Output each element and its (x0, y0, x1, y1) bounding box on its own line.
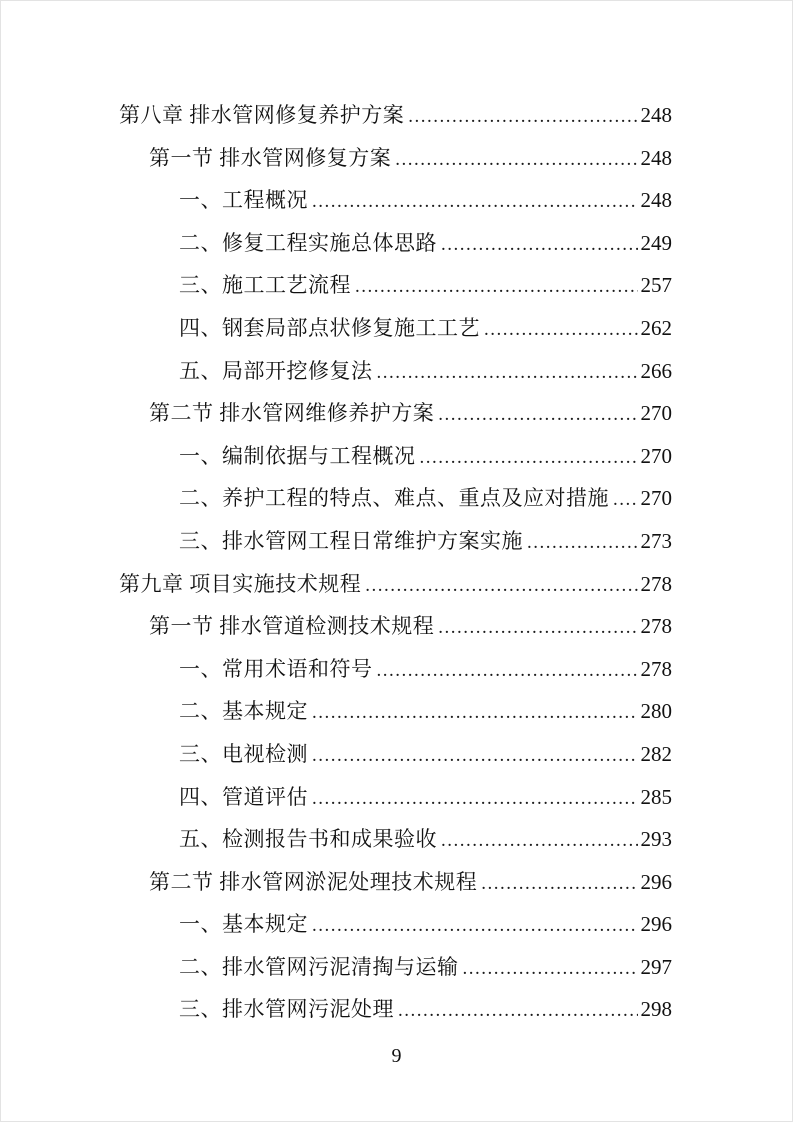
toc-entry-label: 二、排水管网污泥清掏与运输 (179, 954, 459, 979)
toc-leader-dots (441, 230, 638, 258)
toc-page-number: 270 (640, 486, 672, 511)
toc-page-number: 280 (640, 699, 672, 724)
toc-page-number: 278 (640, 571, 672, 596)
toc-page-number: 248 (640, 103, 672, 127)
toc-leader-dots (408, 102, 637, 130)
toc-page-number: 297 (640, 954, 672, 979)
toc-entry (119, 826, 672, 869)
toc-entry-label: 二、基本规定 (179, 699, 308, 724)
toc-entry-label: 第九章 项目实施技术规程 (119, 571, 362, 596)
toc-leader-dots (312, 698, 638, 726)
toc-leader-dots (481, 869, 637, 897)
toc-entry (119, 996, 672, 1039)
toc-leader-dots (527, 528, 638, 556)
toc-list (119, 102, 672, 1039)
toc-entry (119, 656, 672, 699)
toc-leader-dots (365, 571, 637, 599)
toc-entry-label: 三、施工工艺流程 (179, 273, 351, 298)
toc-page-number: 270 (640, 401, 672, 426)
toc-page-number: 296 (640, 912, 672, 937)
toc-entry-label: 五、局部开挖修复法 (179, 358, 373, 383)
toc-page-number: 273 (640, 528, 672, 553)
toc-page-number: 262 (640, 315, 672, 340)
toc-entry (119, 784, 672, 827)
toc-entry (119, 358, 672, 401)
toc-page-number: 248 (640, 145, 672, 170)
toc-entry-label: 三、排水管网污泥处理 (179, 997, 394, 1022)
toc-leader-dots (312, 741, 638, 769)
toc-entry-label: 第一节 排水管道检测技术规程 (149, 614, 435, 639)
toc-entry (119, 869, 672, 912)
toc-entry (119, 145, 672, 188)
toc-page-number: 248 (640, 188, 672, 213)
toc-entry (119, 571, 672, 614)
toc-entry-label: 第二节 排水管网维修养护方案 (149, 401, 435, 426)
toc-entry-label: 第八章 排水管网修复养护方案 (119, 103, 405, 127)
toc-entry-label: 三、排水管网工程日常维护方案实施 (179, 528, 523, 553)
toc-page-number: 298 (640, 997, 672, 1022)
toc-page-number: 282 (640, 741, 672, 766)
toc-leader-dots (398, 996, 638, 1024)
toc-leader-dots (420, 443, 638, 471)
toc-entry (119, 443, 672, 486)
toc-entry (119, 102, 672, 145)
toc-page-number: 266 (640, 358, 672, 383)
toc-leader-dots (395, 145, 637, 173)
toc-page-number: 257 (640, 273, 672, 298)
toc-leader-dots (613, 485, 638, 513)
toc-leader-dots (438, 400, 637, 428)
toc-entry (119, 528, 672, 571)
toc-page-number: 270 (640, 443, 672, 468)
toc-entry-label: 一、基本规定 (179, 912, 308, 937)
toc-entry (119, 187, 672, 230)
toc-leader-dots (484, 315, 638, 343)
toc-entry (119, 613, 672, 656)
toc-leader-dots (312, 187, 638, 215)
toc-entry (119, 741, 672, 784)
toc-entry-label: 四、管道评估 (179, 784, 308, 809)
toc-entry (119, 485, 672, 528)
toc-page-number: 278 (640, 614, 672, 639)
toc-entry (119, 272, 672, 315)
toc-leader-dots (355, 272, 638, 300)
toc-leader-dots (377, 656, 638, 684)
toc-entry-label: 二、养护工程的特点、难点、重点及应对措施 (179, 486, 609, 511)
toc-leader-dots (377, 358, 638, 386)
toc-entry (119, 315, 672, 358)
toc-entry (119, 954, 672, 997)
toc-entry (119, 230, 672, 273)
toc-leader-dots (463, 954, 638, 982)
toc-entry-label: 三、电视检测 (179, 741, 308, 766)
toc-entry-label: 四、钢套局部点状修复施工工艺 (179, 315, 480, 340)
toc-entry-label: 二、修复工程实施总体思路 (179, 230, 437, 255)
toc-entry-label: 第一节 排水管网修复方案 (149, 145, 392, 170)
toc-page-number: 293 (640, 827, 672, 852)
toc-leader-dots (441, 826, 638, 854)
toc-entry (119, 698, 672, 741)
toc-entry-label: 第二节 排水管网淤泥处理技术规程 (149, 869, 478, 894)
toc-page-number: 278 (640, 656, 672, 681)
toc-entry-label: 五、检测报告书和成果验收 (179, 827, 437, 852)
toc-leader-dots (312, 784, 638, 812)
toc-entry (119, 400, 672, 443)
toc-page-number: 285 (640, 784, 672, 809)
toc-entry-label: 一、常用术语和符号 (179, 656, 373, 681)
toc-leader-dots (312, 911, 638, 939)
toc-entry-label: 一、编制依据与工程概况 (179, 443, 416, 468)
toc-entry-label: 一、工程概况 (179, 188, 308, 213)
toc-entry (119, 911, 672, 954)
toc-leader-dots (438, 613, 637, 641)
page-footer-number: 9 (391, 1045, 402, 1067)
toc-page-number: 296 (640, 869, 672, 894)
toc-page-number: 249 (640, 230, 672, 255)
